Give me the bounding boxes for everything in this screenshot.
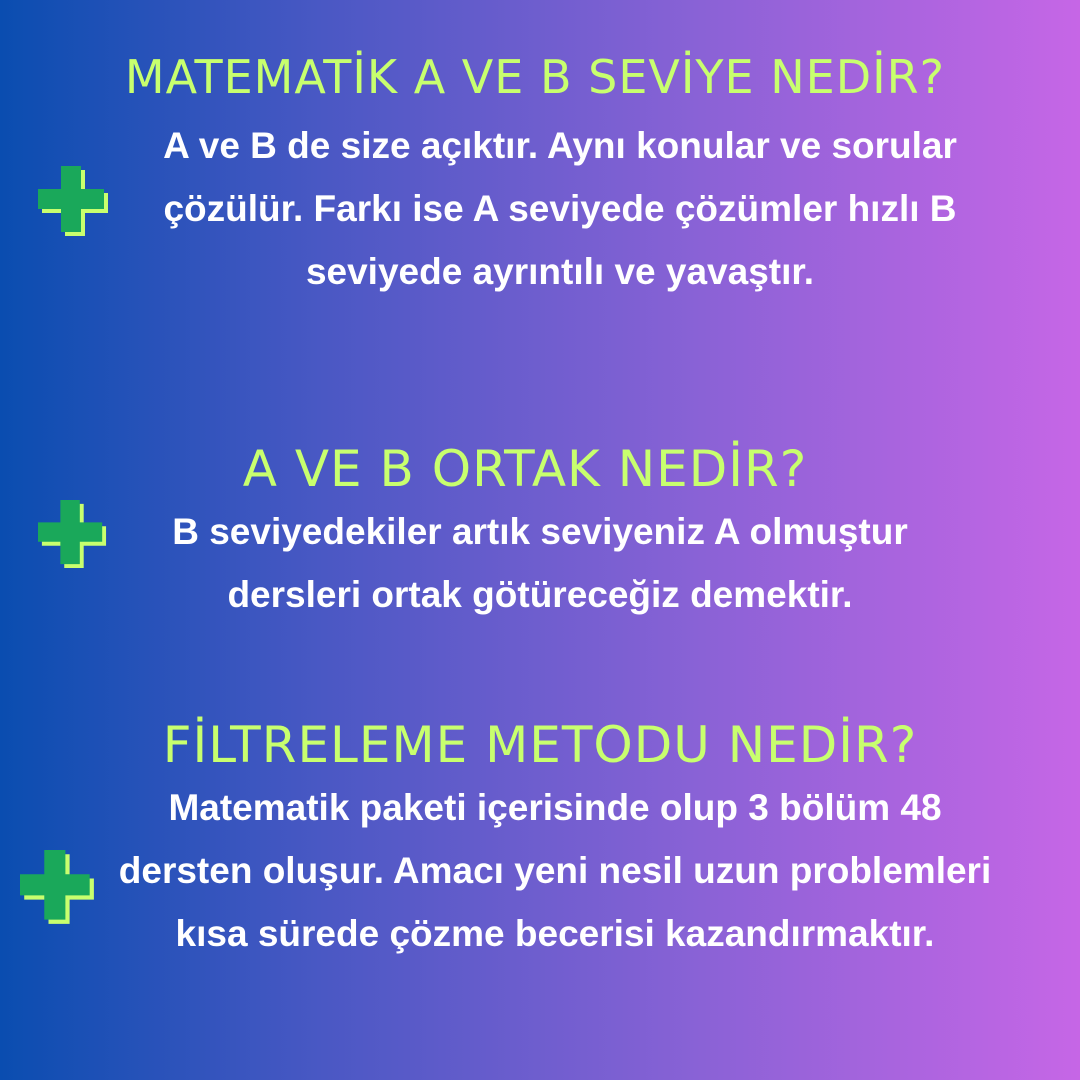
plus-icon bbox=[38, 166, 110, 238]
section-3-text: Matematik paketi içerisinde olup 3 bölüm 48 dersten oluşur. Amacı yeni nesil uzun problemleri kısa sürede çözme becerisi kazandırmaktır. bbox=[118, 787, 992, 954]
section-1-heading: MATEMATİK A VE B SEVİYE NEDİR? bbox=[124, 50, 946, 104]
plus-icon bbox=[20, 850, 96, 926]
section-2-text: B seviyedekiler artık seviyeniz A olmuştur dersleri ortak götüreceğiz demektir. bbox=[172, 511, 908, 615]
section-3-heading: FİLTRELEME METODU NEDİR? bbox=[162, 716, 918, 774]
section-1-text: A ve B de size açıktır. Aynı konular ve sorular çözülür. Farkı ise A seviyede çözümler hızlı B seviyede ayrıntılı ve yavaştır. bbox=[163, 125, 957, 292]
section-2-heading: A VE B ORTAK NEDİR? bbox=[242, 440, 808, 498]
plus-icon bbox=[38, 500, 108, 570]
